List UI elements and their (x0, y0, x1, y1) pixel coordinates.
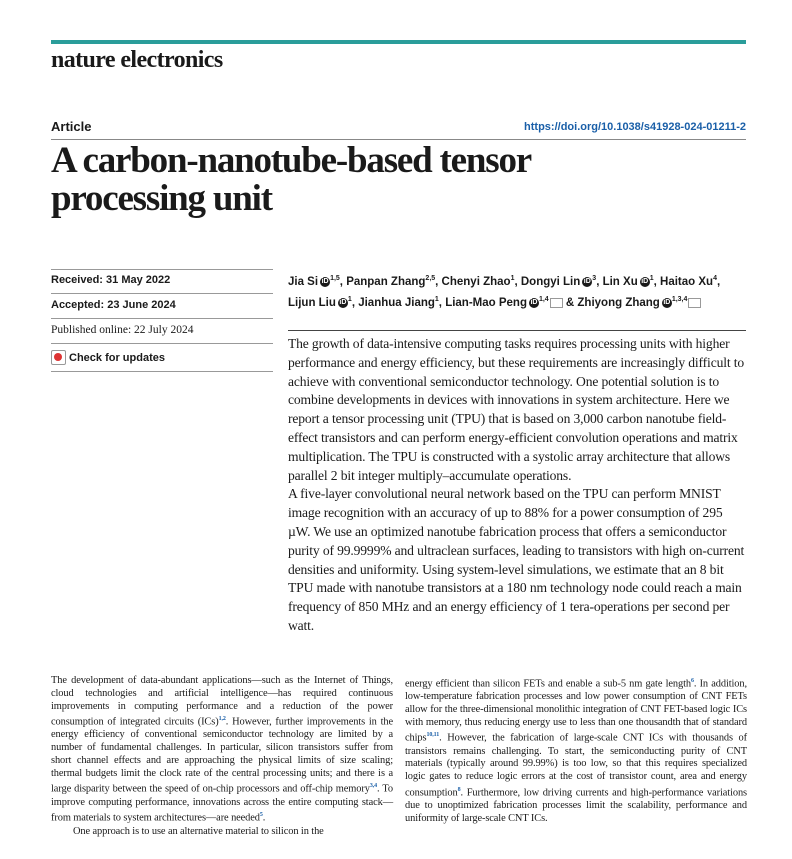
divider-received (51, 269, 273, 270)
divider-accepted (51, 293, 273, 294)
orcid-icon[interactable]: iD (321, 277, 329, 285)
author-name[interactable]: Lian-Mao Peng (445, 296, 527, 309)
article-type-label: Article (51, 119, 92, 134)
citation-ref[interactable]: 6 (690, 678, 694, 684)
author-name[interactable]: Chenyi Zhao (441, 275, 511, 288)
author-affiliation: 3 (592, 275, 597, 282)
divider-bottom-side (51, 371, 273, 372)
author-separator: , (351, 296, 359, 309)
orcid-icon[interactable]: iD (663, 298, 671, 306)
email-icon[interactable] (688, 298, 701, 308)
author-affiliation: 1,5 (330, 275, 340, 282)
orcid-icon[interactable]: iD (641, 277, 649, 285)
article-title (51, 142, 701, 218)
author-list (288, 270, 746, 312)
abstract-divider (288, 330, 746, 331)
author-affiliation: 2,5 (425, 275, 436, 282)
published-date: Published online: 22 July 2024 (51, 324, 194, 336)
author-affiliation: 1 (649, 275, 654, 282)
abstract-paragraph-2: A five-layer convolutional neural network based on the TPU can perform MNIST image recognition with an accuracy of up to 88% for a power consumption of 295 µW. We use an optimized nanotube fabrication process that offers a semiconductor purity of 99.9999% and ultraclean surfaces, leading to transistors with high on-current densities and uniformity. Using system-level simulations, we estimate that an 8 bit TPU made with nanotube transistors at a 180 nm technology node could reach a main frequency of 850 MHz and an energy efficiency of 1 tera-operations per second per watt. (288, 486, 745, 633)
check-for-updates-label: Check for updates (69, 351, 165, 364)
author-separator: , (716, 275, 721, 288)
check-for-updates-button[interactable] (51, 350, 165, 365)
author-separator: , (435, 275, 442, 288)
doi-link[interactable]: https://doi.org/10.1038/s41928-024-01211-2 (524, 121, 746, 133)
author-separator: , (653, 275, 661, 288)
accepted-date: Accepted: 23 June 2024 (51, 299, 176, 311)
author-separator: , (438, 296, 446, 309)
journal-name: nature electronics (51, 47, 223, 73)
author-affiliation: 1 (510, 275, 515, 282)
author-affiliation: 4 (713, 275, 717, 282)
orcid-icon[interactable]: iD (530, 298, 538, 306)
orcid-icon[interactable]: iD (583, 277, 591, 285)
body-paragraph-1: The development of data-abundant applications—such as the Internet of Things, cloud technologies and artificial intelligence—has required continuous improvements in computing performance and a reduction of the power consumption of integrated circuits (ICs)$^{1,2}$. However, further improvements in the energy efficiency of conventional semiconductor technology are limited by a number of fundamental challenges. In particular, silicon transistors suffer from short channel effects and are approaching the physical limits of size scaling; thermal budgets limit the clock rate of the central processing units; and there is a large disparity between the speed of on-chip processors and off-chip memory$^{3,4}$. To improve computing performance, innovations across the entire computing stack—from materials to system architectures—are needed$^5$. (51, 675, 393, 824)
citation-ref[interactable]: 8 (457, 786, 461, 793)
author-affiliation: 1,3,4 (671, 295, 688, 303)
author-name[interactable]: Lijun Liu (288, 296, 336, 309)
divider-published (51, 318, 273, 319)
citation-ref[interactable]: 3,4 (369, 783, 378, 790)
author-separator: , (514, 275, 521, 288)
author-separator: , (339, 275, 347, 288)
author-affiliation: 1,4 (538, 295, 549, 303)
email-icon[interactable] (550, 298, 563, 308)
received-date: Received: 31 May 2022 (51, 274, 171, 286)
author-name[interactable]: Haitao Xu (660, 275, 714, 288)
author-name[interactable]: Lin Xu (602, 275, 638, 288)
body-column-left (51, 675, 393, 838)
article-title-line-1: A carbon-nanotube-based tensor (51, 140, 531, 181)
author-name[interactable]: Jianhua Jiang (358, 296, 435, 309)
author-affiliation: 1 (434, 295, 439, 303)
author-name[interactable]: Zhiyong Zhang (577, 296, 660, 309)
article-title-line-2: processing unit (51, 178, 272, 219)
author-name[interactable]: Jia Si (288, 275, 319, 288)
citation-ref[interactable]: 5 (259, 812, 263, 819)
author-separator: & (562, 296, 578, 309)
author-name[interactable]: Dongyi Lin (520, 275, 581, 288)
header-accent-bar (51, 40, 746, 44)
divider-check-updates (51, 343, 273, 344)
citation-ref[interactable]: 10,11 (426, 732, 440, 739)
citation-ref[interactable]: 1,2 (218, 716, 226, 723)
orcid-icon[interactable]: iD (339, 298, 347, 306)
author-affiliation: 1 (347, 295, 352, 303)
body-paragraph-3: energy efficient than silicon FETs and enable a sub-5 nm gate length$^6$. In addition, low-temperature fabrication processes and low power consumption of CNT FETs allow for the three-dimensional monolithic integration of CNT FET-based logic ICs with memory, thus reducing energy use to less than one thousandth that of standard chips$^{10,11}$. However, the fabrication of large-scale CNT ICs with thousands of transistors remains challenging. To start, the semiconducting purity of CNT materials (typically around 99.99%) is too low, so that this requires specialized logic gates to reduce logic errors at the cost of transistor count, area and energy consumption$^8$. Furthermore, low driving currents and high-performance variations due to unoptimized fabrication processes limit the scalability, performance and uniformity of large-scale CNT ICs. (405, 678, 747, 824)
abstract (288, 335, 746, 636)
author-separator: , (596, 275, 603, 288)
body-column-right (405, 675, 747, 826)
body-paragraph-2: One approach is to use an alternative material to silicon in the (73, 825, 324, 837)
check-for-updates-icon (51, 350, 66, 365)
abstract-paragraph-1: The growth of data-intensive computing tasks requires processing units with higher performance and energy efficiency, but these requirements are increasingly difficult to achieve with conventional semiconductor technology. One potential solution is to combine developments in devices with innovations in system architecture. Here we report a tensor processing unit (TPU) that is based on 3,000 carbon nanotube field-effect transistors and can perform energy-efficient convolution operations and matrix multiplication. The TPU is constructed with a systolic array architecture that allows parallel 2 bit integer multiply–accumulate operations. (288, 336, 744, 483)
author-name[interactable]: Panpan Zhang (346, 275, 426, 288)
